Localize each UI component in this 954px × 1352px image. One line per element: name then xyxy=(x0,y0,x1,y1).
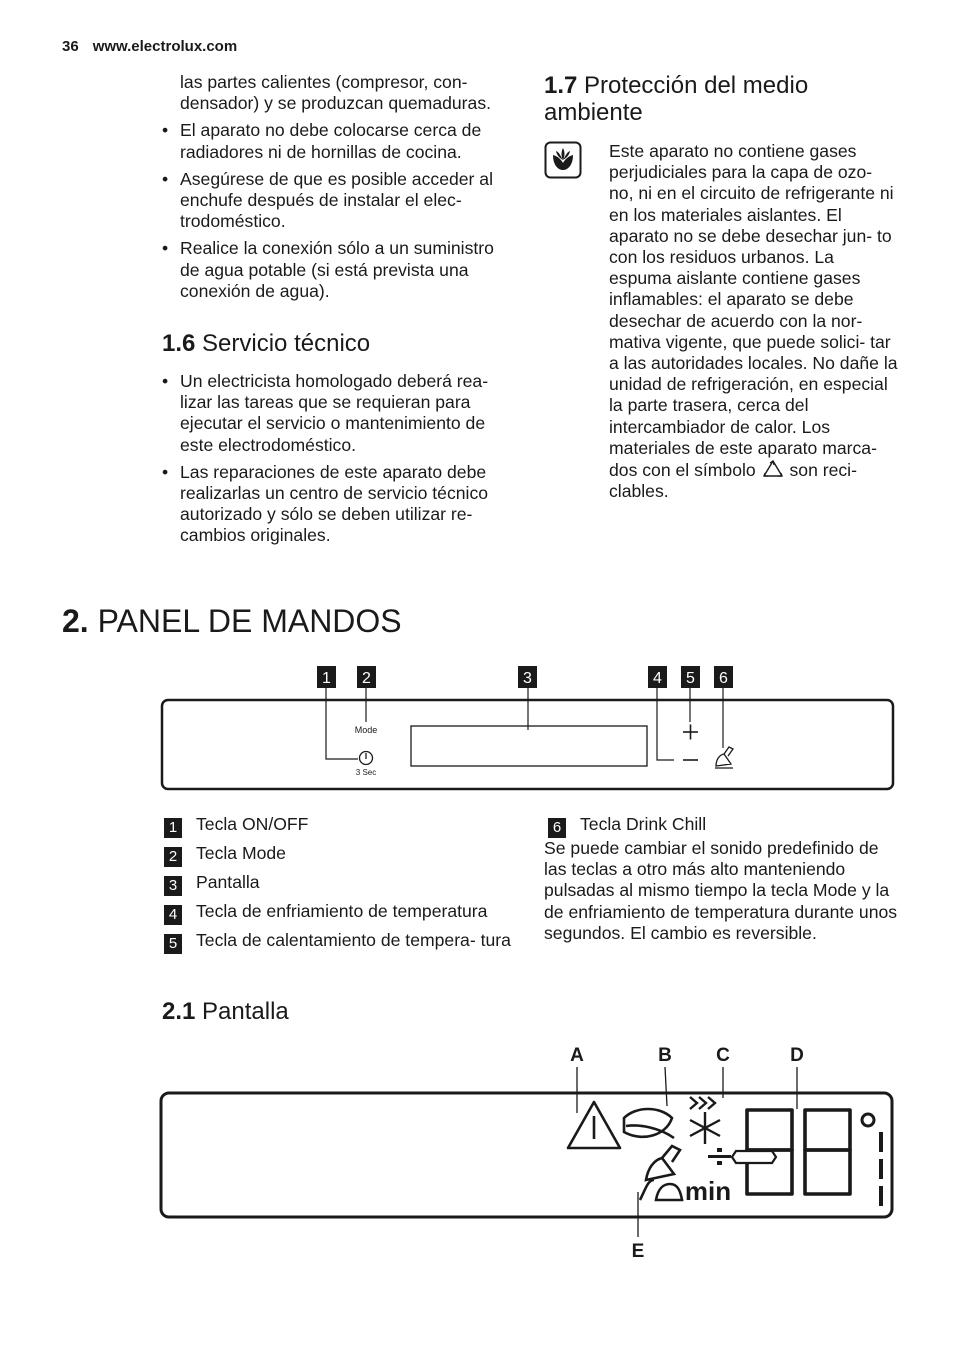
plus-icon xyxy=(683,725,698,740)
legend-label: Tecla de enfriamiento de temperatura xyxy=(196,901,488,921)
legend-num: 4 xyxy=(164,905,182,925)
minus-segment-icon xyxy=(732,1151,776,1163)
power-icon xyxy=(360,752,373,765)
legend-label: Tecla de calentamiento de tempera- tura xyxy=(196,930,511,950)
hold-duration-label: 3 Sec xyxy=(355,768,377,777)
legend-label: Tecla ON/OFF xyxy=(196,814,309,834)
legend-num: 5 xyxy=(164,934,182,954)
display-window xyxy=(411,726,647,766)
callout-1: 1 xyxy=(322,670,331,687)
callout-d: D xyxy=(790,1045,804,1066)
drink-chill-icon xyxy=(715,747,733,768)
alarm-warning-icon xyxy=(568,1102,620,1148)
list-item: • Asegúrese de que es posible acceder al enchufe después de instalar el elec- trodoméstico. xyxy=(162,169,518,233)
legend-num: 1 xyxy=(164,818,182,838)
key-sound-note: Se puede cambiar el sonido predefinido de las teclas a otro más alto manteniendo pulsadas al mismo tiempo la tecla Mode y la de enfriamiento de temperatura durante unos segundos. El cambio es reversible. xyxy=(544,838,898,943)
intro-text: las partes calientes (compresor, con- densador) y se produzcan quemaduras. xyxy=(180,72,492,114)
page-number: 36 xyxy=(62,38,79,55)
control-panel-diagram xyxy=(0,660,954,800)
callout-e: E xyxy=(631,1241,645,1262)
section-number: 2. xyxy=(62,603,89,639)
section-title-line1: Protección del medio xyxy=(584,72,809,99)
list-item: • Las reparaciones de este aparato debe realizarlas un centro de servicio técnico autorizado y sólo se deben utilizar re- cambios originales. xyxy=(162,462,518,547)
callout-b: B xyxy=(658,1045,672,1066)
service-bullet-list xyxy=(162,371,518,547)
division-icon xyxy=(708,1148,731,1165)
safety-bullet-list xyxy=(162,120,518,302)
environment-plant-icon xyxy=(544,141,582,179)
section-heading-2-1 xyxy=(162,998,289,1025)
callout-4: 4 xyxy=(653,670,662,687)
frost-fan-icon xyxy=(690,1097,720,1144)
list-item: • El aparato no debe colocarse cerca de radiadores ni de hornillas de cocina. xyxy=(162,120,518,162)
callout-2: 2 xyxy=(362,670,371,687)
section-heading-2 xyxy=(62,603,402,639)
site-url: www.electrolux.com xyxy=(92,38,238,55)
environment-text-end: son reci- clables. xyxy=(609,460,857,502)
callout-c: C xyxy=(716,1045,730,1066)
section-title: Pantalla xyxy=(202,998,289,1025)
section-number: 1.7 xyxy=(544,72,578,99)
environment-text-main: Este aparato no contiene gases perjudiciales para la capa de ozo- no, ni en el circuito de refrigerante ni en los materiales aislantes. El aparato no se debe desechar jun- to con los residuos urbanos. La espuma aislante contiene gases inflamables: el aparato se debe desechar de acuerdo con la nor- mativa vigente, que puede solici- tar a las autoridades locales. No dañe la unidad de refrigeración, en especial la parte trasera, cerca del intercambiador de calor. Los materiales de este aparato marca- dos con el símbolo xyxy=(609,141,898,481)
list-item: • Realice la conexión sólo a un suministro de agua potable (si está prevista una conexión de agua). xyxy=(162,238,518,302)
legend-num: 2 xyxy=(164,847,182,867)
section-title-line2: ambiente xyxy=(544,99,643,126)
legend-label: Tecla Mode xyxy=(196,843,286,863)
right-column xyxy=(544,72,899,126)
callout-5: 5 xyxy=(686,670,695,687)
section-title: PANEL DE MANDOS xyxy=(97,603,402,639)
environment-text xyxy=(609,141,901,502)
mode-button-label: Mode xyxy=(354,725,378,735)
section-number: 2.1 xyxy=(162,998,196,1025)
section-heading-1-7 xyxy=(544,72,899,126)
callout-3: 3 xyxy=(523,670,532,687)
section-title: Servicio técnico xyxy=(202,330,371,358)
left-column xyxy=(162,72,518,553)
page-header xyxy=(62,38,237,55)
callout-6: 6 xyxy=(719,670,728,687)
legend-label: Pantalla xyxy=(196,872,260,892)
minute-unit-label: min xyxy=(684,1176,732,1206)
level-bar-indicator xyxy=(879,1132,883,1206)
recycle-icon xyxy=(761,459,785,479)
eco-leaf-icon xyxy=(624,1109,674,1138)
drink-chill-bell-icon xyxy=(640,1146,682,1200)
section-number: 1.6 xyxy=(162,330,196,358)
legend-num: 6 xyxy=(548,818,566,838)
section-heading-1-6 xyxy=(162,330,518,357)
callout-a: A xyxy=(570,1045,584,1066)
legend-label: Tecla Drink Chill xyxy=(580,814,707,834)
list-item: • Un electricista homologado deberá rea- lizar las tareas que se requieran para ejecutar el servicio o mantenimiento de este electrodoméstico. xyxy=(162,371,518,456)
legend-num: 3 xyxy=(164,876,182,896)
degree-icon xyxy=(862,1114,874,1126)
display-diagram xyxy=(0,1040,954,1270)
